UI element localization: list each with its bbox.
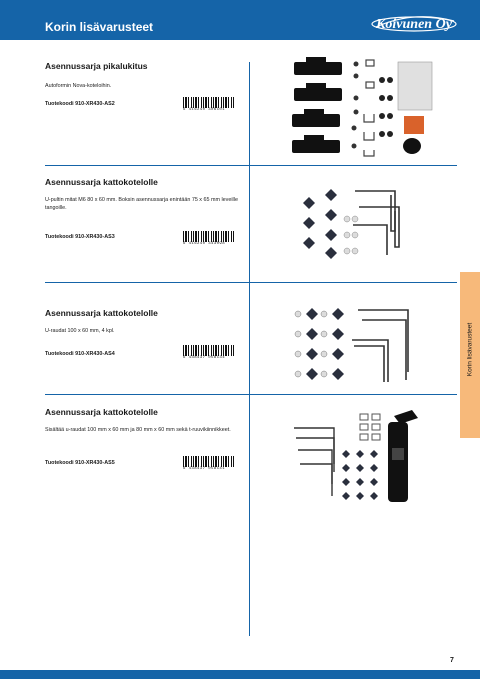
- product-code: Tuotekoodi 910-XR430-AS2: [45, 101, 115, 107]
- header-title: Korin lisävarusteet: [45, 20, 154, 34]
- product-title: Asennussarja kattokotelolle: [45, 407, 158, 417]
- product-description: U-raudat 100 x 60 mm, 4 kpl.: [45, 328, 115, 334]
- product-description: Sisältää u-raudat 100 mm x 60 mm ja 80 mm x 60 mm sekä t-ruuvikiinnikkeet.: [45, 427, 231, 433]
- barcode-number: 6 416240 343098: [183, 242, 226, 246]
- barcode: [183, 345, 235, 361]
- page-footer-bar: [0, 670, 480, 679]
- roof-box-kit-as3-image: [295, 185, 410, 267]
- product-title: Asennussarja kattokotelolle: [45, 177, 158, 187]
- roof-box-kit-as4-image: [292, 300, 414, 385]
- barcode: [183, 456, 235, 472]
- section-divider: [45, 165, 457, 166]
- product-title: Asennussarja kattokotelolle: [45, 308, 158, 318]
- chapter-tab: [460, 272, 480, 438]
- barcode: [183, 97, 235, 113]
- barcode: [183, 231, 235, 247]
- product-code: Tuotekoodi 910-XR430-AS4: [45, 351, 115, 357]
- section-divider: [45, 394, 457, 395]
- section-divider: [45, 282, 457, 283]
- barcode-number: 6 438437 058134: [183, 356, 226, 360]
- product-description: Autoformin Nova-koteloihin.: [45, 83, 112, 89]
- barcode-number: 6 416240 306101: [183, 108, 226, 112]
- product-section-as3: [45, 177, 245, 277]
- product-section-as2: [45, 61, 245, 161]
- product-code: Tuotekoodi 910-XR430-AS5: [45, 460, 115, 466]
- product-description: U-pultin mitat M6 80 x 60 mm. Boksin asennussarja enintään 75 x 65 mm leveille tangoille.: [45, 197, 238, 211]
- product-section-as4: [45, 308, 245, 388]
- product-section-as5: [45, 407, 245, 487]
- column-divider: [249, 62, 250, 636]
- chapter-tab-label: Korin lisävarusteet: [466, 322, 474, 377]
- roof-box-kit-as5-image: [290, 408, 425, 508]
- koivunen-logo: [370, 12, 458, 34]
- svg-text:Koivunen Oy: Koivunen Oy: [376, 17, 452, 32]
- barcode-number: 6 438437 058141: [183, 467, 226, 471]
- quick-lock-kit-image: [288, 52, 438, 160]
- product-code: Tuotekoodi 910-XR430-AS3: [45, 234, 115, 240]
- page-number: 7: [450, 657, 454, 664]
- product-title: Asennussarja pikalukitus: [45, 61, 148, 71]
- page-header: [0, 0, 480, 40]
